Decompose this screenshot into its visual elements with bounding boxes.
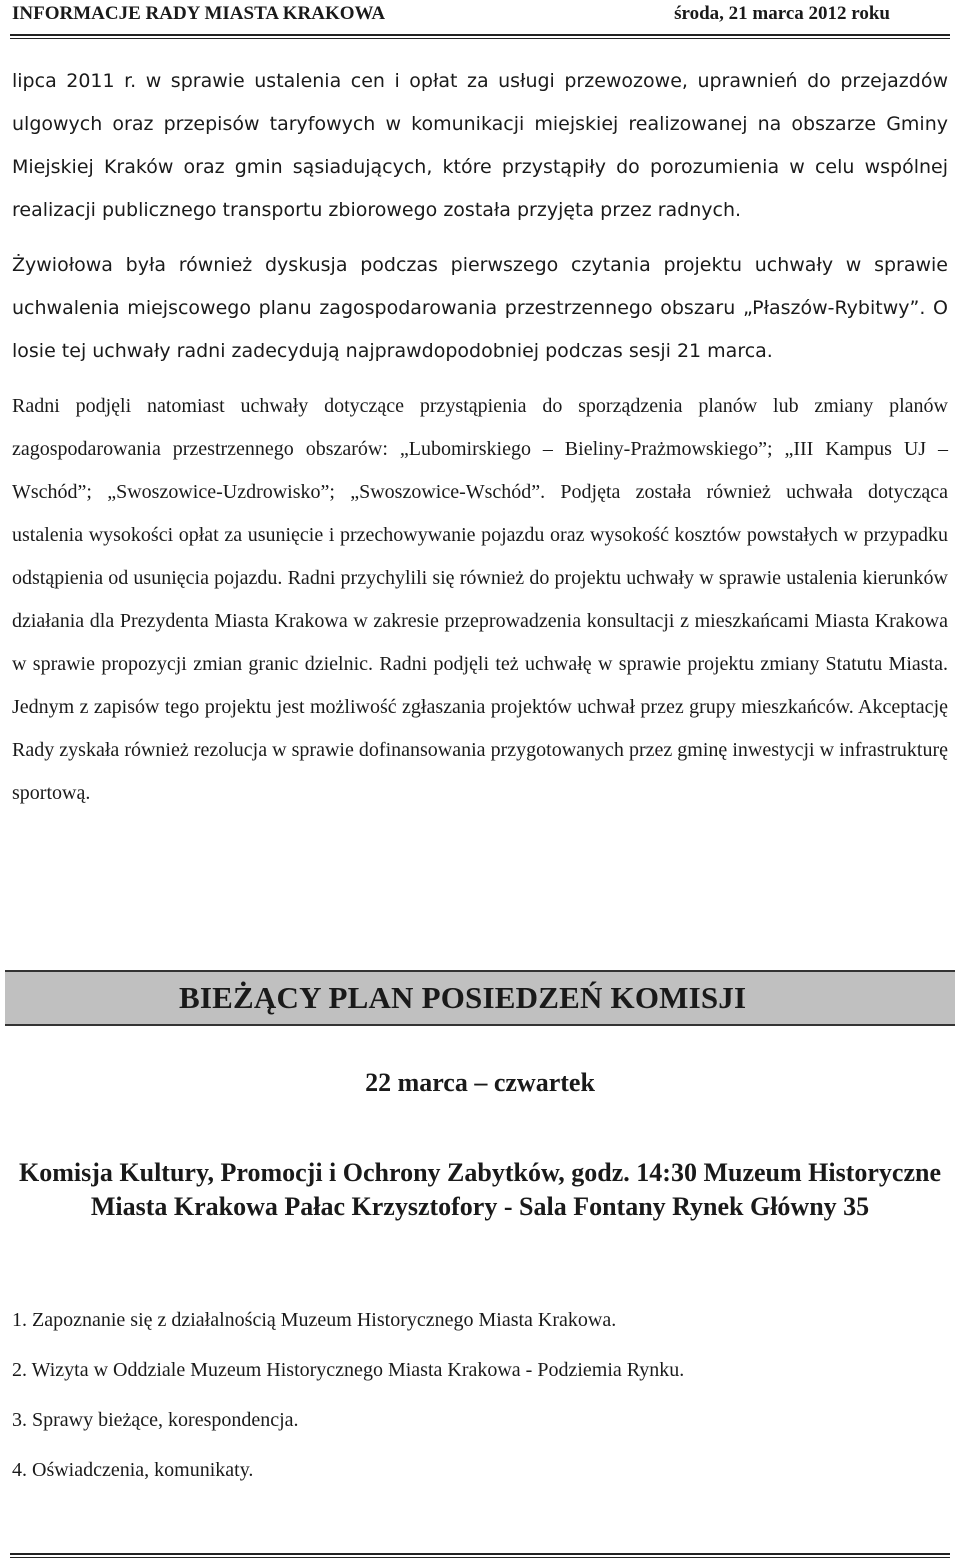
agenda-item: 1. Zapoznanie się z działalnością Muzeum Historycznego Miasta Krakowa. xyxy=(12,1309,617,1331)
footer-divider xyxy=(10,1553,950,1558)
paragraph-resolutions: Radni podjęli natomiast uchwały dotyczące przystąpienia do sporządzenia planów lub zmiany planów zagospodarowania przestrzennego obszarów: „Lubomirskiego – Bieliny-Prażmowskiego”; „III Kampus UJ – Wschód”; „Swoszowice-Uzdrowisko”; „Swoszowice-Wschód”. Podjęta została również uchwała dotycząca ustalenia wysokości opłat za usunięcie i przechowywanie pojazdu oraz wysokość kosztów powstałych w przypadku odstąpienia od usunięcia pojazdu. Radni przychylili się również do projektu uchwały w sprawie ustalenia kierunków działania dla Prezydenta Miasta Krakowa w zakresie przeprowadzenia konsultacji z mieszkańcami Miasta Krakowa w sprawie propozycji zmian granic dzielnic. Radni podjęli też uchwałę w sprawie projektu zmiany Statutu Miasta. Jednym z zapisów tego projektu jest możliwość zgłaszania projektów uchwał przez grupy mieszkańców. Akceptację Rady zyskała również rezolucja w sprawie dofinansowania przygotowanych przez gminę inwestycji w infrastrukturę sportową. xyxy=(12,395,948,804)
agenda-item: 2. Wizyta w Oddziale Muzeum Historycznego Miasta Krakowa - Podziemia Rynku. xyxy=(12,1359,685,1381)
header-divider xyxy=(10,34,950,39)
paragraph-plaszow: Żywiołowa była również dyskusja podczas pierwszego czytania projektu uchwały w sprawie uchwalenia miejscowego planu zagospodarowania przestrzennego obszaru „Płaszów-Rybitwy”. O losie tej uchwały radni zadecydują najprawdopodobniej podczas sesji 21 marca. xyxy=(12,254,948,362)
agenda-item: 4. Oświadczenia, komunikaty. xyxy=(12,1459,254,1481)
section-heading xyxy=(5,970,955,1026)
header-title: INFORMACJE RADY MIASTA KRAKOWA xyxy=(12,3,386,24)
section-heading-text: BIEŻĄCY PLAN POSIEDZEŃ KOMISJI xyxy=(179,980,747,1015)
agenda-item: 3. Sprawy bieżące, korespondencja. xyxy=(12,1409,299,1431)
page-header xyxy=(0,0,960,28)
committee-meeting-title: Komisja Kultury, Promocji i Ochrony Zabytków, godz. 14:30 Muzeum Historyczne Miasta Krakowa Pałac Krzysztofory - Sala Fontany Rynek Główny 35 xyxy=(19,1158,941,1221)
article-body xyxy=(12,60,948,815)
header-date: środa, 21 marca 2012 roku xyxy=(674,3,890,24)
meeting-date-heading: 22 marca – czwartek xyxy=(365,1068,595,1097)
agenda-list xyxy=(12,1300,948,1500)
paragraph-transport: lipca 2011 r. w sprawie ustalenia cen i opłat za usługi przewozowe, uprawnień do przejazdów ulgowych oraz przepisów taryfowych w komunikacji miejskiej realizowanej na obszarze Gminy Miejskiej Kraków oraz gmin sąsiadujących, które przystąpiły do porozumienia w celu wspólnej realizacji publicznego transportu zbiorowego została przyjęta przez radnych. xyxy=(12,70,948,221)
